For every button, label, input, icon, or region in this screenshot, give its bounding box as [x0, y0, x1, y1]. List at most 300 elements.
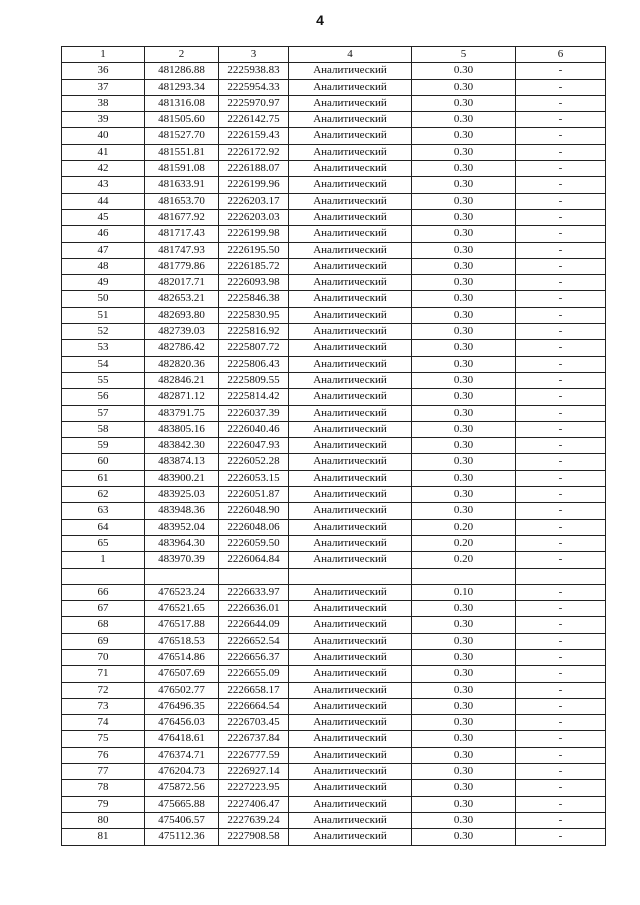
x-coordinate-cell: 483900.21	[145, 470, 219, 486]
accuracy-cell: 0.30	[412, 209, 516, 225]
x-coordinate-cell: 476496.35	[145, 698, 219, 714]
accuracy-cell: 0.30	[412, 63, 516, 79]
point-number-cell: 77	[62, 764, 145, 780]
accuracy-cell: 0.20	[412, 535, 516, 551]
accuracy-cell: 0.30	[412, 226, 516, 242]
x-coordinate-cell: 482871.12	[145, 389, 219, 405]
note-cell: -	[516, 193, 606, 209]
x-coordinate-cell: 483948.36	[145, 503, 219, 519]
note-cell: -	[516, 470, 606, 486]
table-row	[62, 796, 606, 812]
method-cell: Аналитический	[289, 584, 412, 600]
table-row	[62, 405, 606, 421]
x-coordinate-cell: 483970.39	[145, 552, 219, 568]
y-coordinate-cell: 2226203.17	[219, 193, 289, 209]
accuracy-cell: 0.30	[412, 79, 516, 95]
table-row	[62, 275, 606, 291]
accuracy-cell: 0.20	[412, 552, 516, 568]
method-cell: Аналитический	[289, 780, 412, 796]
accuracy-cell: 0.20	[412, 519, 516, 535]
point-number-cell: 72	[62, 682, 145, 698]
y-coordinate-cell: 2225814.42	[219, 389, 289, 405]
note-cell: -	[516, 829, 606, 845]
header-col-2: 2	[145, 47, 219, 63]
y-coordinate-cell	[219, 568, 289, 584]
method-cell: Аналитический	[289, 209, 412, 225]
point-number-cell: 45	[62, 209, 145, 225]
table-row	[62, 470, 606, 486]
point-number-cell: 42	[62, 161, 145, 177]
header-col-1: 1	[62, 47, 145, 63]
x-coordinate-cell: 476418.61	[145, 731, 219, 747]
accuracy-cell: 0.30	[412, 258, 516, 274]
note-cell: -	[516, 324, 606, 340]
note-cell: -	[516, 95, 606, 111]
note-cell: -	[516, 747, 606, 763]
x-coordinate-cell: 476518.53	[145, 633, 219, 649]
point-number-cell: 58	[62, 421, 145, 437]
accuracy-cell: 0.30	[412, 438, 516, 454]
x-coordinate-cell: 481293.34	[145, 79, 219, 95]
table-row	[62, 535, 606, 551]
note-cell: -	[516, 405, 606, 421]
note-cell: -	[516, 601, 606, 617]
x-coordinate-cell: 482017.71	[145, 275, 219, 291]
method-cell: Аналитический	[289, 193, 412, 209]
y-coordinate-cell: 2227223.95	[219, 780, 289, 796]
y-coordinate-cell: 2226040.46	[219, 421, 289, 437]
method-cell: Аналитический	[289, 112, 412, 128]
accuracy-cell: 0.30	[412, 128, 516, 144]
method-cell: Аналитический	[289, 682, 412, 698]
page-number: 4	[316, 12, 324, 28]
point-number-cell: 54	[62, 356, 145, 372]
method-cell: Аналитический	[289, 764, 412, 780]
note-cell: -	[516, 144, 606, 160]
accuracy-cell: 0.30	[412, 242, 516, 258]
header-col-4: 4	[289, 47, 412, 63]
x-coordinate-cell: 475406.57	[145, 812, 219, 828]
point-number-cell: 70	[62, 649, 145, 665]
y-coordinate-cell: 2226636.01	[219, 601, 289, 617]
point-number-cell: 68	[62, 617, 145, 633]
accuracy-cell: 0.30	[412, 666, 516, 682]
table-row	[62, 324, 606, 340]
note-cell: -	[516, 698, 606, 714]
x-coordinate-cell: 482846.21	[145, 372, 219, 388]
method-cell: Аналитический	[289, 79, 412, 95]
x-coordinate-cell: 482820.36	[145, 356, 219, 372]
point-number-cell: 73	[62, 698, 145, 714]
point-number-cell: 57	[62, 405, 145, 421]
x-coordinate-cell: 476514.86	[145, 649, 219, 665]
point-number-cell: 71	[62, 666, 145, 682]
table-row	[62, 291, 606, 307]
accuracy-cell: 0.30	[412, 112, 516, 128]
accuracy-cell: 0.30	[412, 601, 516, 617]
table-row	[62, 633, 606, 649]
method-cell: Аналитический	[289, 829, 412, 845]
table-row	[62, 568, 606, 584]
point-number-cell: 43	[62, 177, 145, 193]
point-number-cell: 39	[62, 112, 145, 128]
note-cell: -	[516, 780, 606, 796]
method-cell: Аналитический	[289, 258, 412, 274]
y-coordinate-cell: 2225846.38	[219, 291, 289, 307]
note-cell: -	[516, 454, 606, 470]
y-coordinate-cell: 2226199.96	[219, 177, 289, 193]
x-coordinate-cell: 481591.08	[145, 161, 219, 177]
x-coordinate-cell: 481316.08	[145, 95, 219, 111]
y-coordinate-cell: 2227908.58	[219, 829, 289, 845]
table-row	[62, 209, 606, 225]
y-coordinate-cell: 2226737.84	[219, 731, 289, 747]
table-row	[62, 812, 606, 828]
table-row	[62, 307, 606, 323]
accuracy-cell: 0.30	[412, 747, 516, 763]
y-coordinate-cell: 2225809.55	[219, 372, 289, 388]
note-cell: -	[516, 438, 606, 454]
accuracy-cell: 0.30	[412, 764, 516, 780]
x-coordinate-cell: 483952.04	[145, 519, 219, 535]
y-coordinate-cell: 2226048.90	[219, 503, 289, 519]
note-cell: -	[516, 307, 606, 323]
note-cell: -	[516, 812, 606, 828]
table-row	[62, 421, 606, 437]
point-number-cell: 55	[62, 372, 145, 388]
x-coordinate-cell: 482786.42	[145, 340, 219, 356]
table-row	[62, 144, 606, 160]
header-col-6: 6	[516, 47, 606, 63]
table-row	[62, 487, 606, 503]
x-coordinate-cell: 483791.75	[145, 405, 219, 421]
table-row	[62, 649, 606, 665]
accuracy-cell: 0.30	[412, 193, 516, 209]
method-cell: Аналитический	[289, 519, 412, 535]
note-cell: -	[516, 584, 606, 600]
method-cell: Аналитический	[289, 421, 412, 437]
method-cell: Аналитический	[289, 535, 412, 551]
method-cell: Аналитический	[289, 470, 412, 486]
y-coordinate-cell: 2226664.54	[219, 698, 289, 714]
table-row	[62, 372, 606, 388]
note-cell: -	[516, 552, 606, 568]
note-cell: -	[516, 796, 606, 812]
table-row	[62, 584, 606, 600]
accuracy-cell: 0.30	[412, 796, 516, 812]
y-coordinate-cell: 2227639.24	[219, 812, 289, 828]
method-cell: Аналитический	[289, 128, 412, 144]
x-coordinate-cell: 481633.91	[145, 177, 219, 193]
note-cell: -	[516, 715, 606, 731]
accuracy-cell: 0.30	[412, 421, 516, 437]
y-coordinate-cell: 2226059.50	[219, 535, 289, 551]
point-number-cell: 46	[62, 226, 145, 242]
point-number-cell	[62, 568, 145, 584]
point-number-cell: 63	[62, 503, 145, 519]
table-row	[62, 454, 606, 470]
table-row	[62, 780, 606, 796]
point-number-cell: 80	[62, 812, 145, 828]
x-coordinate-cell: 476502.77	[145, 682, 219, 698]
y-coordinate-cell: 2227406.47	[219, 796, 289, 812]
method-cell: Аналитический	[289, 617, 412, 633]
x-coordinate-cell: 481653.70	[145, 193, 219, 209]
note-cell: -	[516, 731, 606, 747]
table-row	[62, 161, 606, 177]
accuracy-cell: 0.30	[412, 633, 516, 649]
x-coordinate-cell: 483805.16	[145, 421, 219, 437]
note-cell: -	[516, 666, 606, 682]
note-cell: -	[516, 226, 606, 242]
note-cell: -	[516, 633, 606, 649]
accuracy-cell	[412, 568, 516, 584]
method-cell: Аналитический	[289, 63, 412, 79]
table-row	[62, 177, 606, 193]
table-row	[62, 79, 606, 95]
table-row	[62, 731, 606, 747]
header-col-3: 3	[219, 47, 289, 63]
y-coordinate-cell: 2226093.98	[219, 275, 289, 291]
y-coordinate-cell: 2225830.95	[219, 307, 289, 323]
x-coordinate-cell: 482739.03	[145, 324, 219, 340]
method-cell: Аналитический	[289, 633, 412, 649]
y-coordinate-cell: 2226048.06	[219, 519, 289, 535]
header-row	[62, 47, 606, 63]
method-cell: Аналитический	[289, 161, 412, 177]
x-coordinate-cell: 476204.73	[145, 764, 219, 780]
method-cell: Аналитический	[289, 454, 412, 470]
y-coordinate-cell: 2226037.39	[219, 405, 289, 421]
note-cell: -	[516, 356, 606, 372]
method-cell: Аналитический	[289, 275, 412, 291]
method-cell: Аналитический	[289, 242, 412, 258]
note-cell: -	[516, 487, 606, 503]
method-cell: Аналитический	[289, 796, 412, 812]
x-coordinate-cell: 483874.13	[145, 454, 219, 470]
method-cell: Аналитический	[289, 649, 412, 665]
point-number-cell: 59	[62, 438, 145, 454]
point-number-cell: 36	[62, 63, 145, 79]
table-row	[62, 242, 606, 258]
accuracy-cell: 0.30	[412, 731, 516, 747]
point-number-cell: 56	[62, 389, 145, 405]
accuracy-cell: 0.30	[412, 470, 516, 486]
note-cell: -	[516, 764, 606, 780]
method-cell: Аналитический	[289, 291, 412, 307]
point-number-cell: 51	[62, 307, 145, 323]
y-coordinate-cell: 2225970.97	[219, 95, 289, 111]
table-row	[62, 715, 606, 731]
y-coordinate-cell: 2225938.83	[219, 63, 289, 79]
method-cell: Аналитический	[289, 666, 412, 682]
accuracy-cell: 0.30	[412, 487, 516, 503]
accuracy-cell: 0.30	[412, 340, 516, 356]
x-coordinate-cell: 476523.24	[145, 584, 219, 600]
method-cell: Аналитический	[289, 340, 412, 356]
table-row	[62, 764, 606, 780]
note-cell: -	[516, 275, 606, 291]
point-number-cell: 61	[62, 470, 145, 486]
table-row	[62, 95, 606, 111]
note-cell: -	[516, 291, 606, 307]
accuracy-cell: 0.30	[412, 144, 516, 160]
y-coordinate-cell: 2225954.33	[219, 79, 289, 95]
point-number-cell: 67	[62, 601, 145, 617]
method-cell: Аналитический	[289, 731, 412, 747]
y-coordinate-cell: 2226199.98	[219, 226, 289, 242]
accuracy-cell: 0.30	[412, 698, 516, 714]
point-number-cell: 1	[62, 552, 145, 568]
accuracy-cell: 0.30	[412, 275, 516, 291]
note-cell: -	[516, 535, 606, 551]
y-coordinate-cell: 2225807.72	[219, 340, 289, 356]
point-number-cell: 44	[62, 193, 145, 209]
y-coordinate-cell: 2226703.45	[219, 715, 289, 731]
point-number-cell: 74	[62, 715, 145, 731]
y-coordinate-cell: 2226652.54	[219, 633, 289, 649]
method-cell	[289, 568, 412, 584]
point-number-cell: 48	[62, 258, 145, 274]
accuracy-cell: 0.10	[412, 584, 516, 600]
x-coordinate-cell: 475112.36	[145, 829, 219, 845]
x-coordinate-cell: 482693.80	[145, 307, 219, 323]
x-coordinate-cell: 481505.60	[145, 112, 219, 128]
x-coordinate-cell: 475872.56	[145, 780, 219, 796]
method-cell: Аналитический	[289, 438, 412, 454]
y-coordinate-cell: 2226188.07	[219, 161, 289, 177]
point-number-cell: 79	[62, 796, 145, 812]
accuracy-cell: 0.30	[412, 682, 516, 698]
method-cell: Аналитический	[289, 747, 412, 763]
method-cell: Аналитический	[289, 405, 412, 421]
point-number-cell: 64	[62, 519, 145, 535]
x-coordinate-cell: 476507.69	[145, 666, 219, 682]
accuracy-cell: 0.30	[412, 812, 516, 828]
y-coordinate-cell: 2226159.43	[219, 128, 289, 144]
table-row	[62, 356, 606, 372]
y-coordinate-cell: 2226203.03	[219, 209, 289, 225]
point-number-cell: 78	[62, 780, 145, 796]
accuracy-cell: 0.30	[412, 454, 516, 470]
table-row	[62, 112, 606, 128]
x-coordinate-cell: 483925.03	[145, 487, 219, 503]
method-cell: Аналитический	[289, 95, 412, 111]
note-cell: -	[516, 503, 606, 519]
method-cell: Аналитический	[289, 307, 412, 323]
table-row	[62, 63, 606, 79]
note-cell: -	[516, 372, 606, 388]
x-coordinate-cell: 481747.93	[145, 242, 219, 258]
point-number-cell: 76	[62, 747, 145, 763]
accuracy-cell: 0.30	[412, 95, 516, 111]
point-number-cell: 66	[62, 584, 145, 600]
y-coordinate-cell: 2226185.72	[219, 258, 289, 274]
accuracy-cell: 0.30	[412, 324, 516, 340]
accuracy-cell: 0.30	[412, 617, 516, 633]
point-number-cell: 53	[62, 340, 145, 356]
point-number-cell: 60	[62, 454, 145, 470]
table-row	[62, 519, 606, 535]
note-cell: -	[516, 128, 606, 144]
x-coordinate-cell: 481551.81	[145, 144, 219, 160]
table-row	[62, 666, 606, 682]
accuracy-cell: 0.30	[412, 389, 516, 405]
y-coordinate-cell: 2226053.15	[219, 470, 289, 486]
note-cell: -	[516, 649, 606, 665]
accuracy-cell: 0.30	[412, 829, 516, 845]
table-row	[62, 226, 606, 242]
method-cell: Аналитический	[289, 389, 412, 405]
point-number-cell: 47	[62, 242, 145, 258]
accuracy-cell: 0.30	[412, 405, 516, 421]
table-row	[62, 617, 606, 633]
method-cell: Аналитический	[289, 144, 412, 160]
y-coordinate-cell: 2226655.09	[219, 666, 289, 682]
note-cell	[516, 568, 606, 584]
method-cell: Аналитический	[289, 372, 412, 388]
accuracy-cell: 0.30	[412, 161, 516, 177]
y-coordinate-cell: 2226658.17	[219, 682, 289, 698]
y-coordinate-cell: 2226052.28	[219, 454, 289, 470]
method-cell: Аналитический	[289, 324, 412, 340]
y-coordinate-cell: 2226051.87	[219, 487, 289, 503]
x-coordinate-cell: 481527.70	[145, 128, 219, 144]
table-row	[62, 340, 606, 356]
note-cell: -	[516, 112, 606, 128]
point-number-cell: 62	[62, 487, 145, 503]
y-coordinate-cell: 2226195.50	[219, 242, 289, 258]
note-cell: -	[516, 209, 606, 225]
coordinates-table	[61, 46, 606, 846]
x-coordinate-cell: 482653.21	[145, 291, 219, 307]
method-cell: Аналитический	[289, 601, 412, 617]
point-number-cell: 65	[62, 535, 145, 551]
method-cell: Аналитический	[289, 698, 412, 714]
accuracy-cell: 0.30	[412, 372, 516, 388]
x-coordinate-cell	[145, 568, 219, 584]
table-row	[62, 258, 606, 274]
method-cell: Аналитический	[289, 552, 412, 568]
method-cell: Аналитический	[289, 177, 412, 193]
point-number-cell: 52	[62, 324, 145, 340]
table-row	[62, 698, 606, 714]
note-cell: -	[516, 682, 606, 698]
x-coordinate-cell: 481779.86	[145, 258, 219, 274]
y-coordinate-cell: 2226064.84	[219, 552, 289, 568]
point-number-cell: 38	[62, 95, 145, 111]
table-row	[62, 747, 606, 763]
y-coordinate-cell: 2226656.37	[219, 649, 289, 665]
header-col-5: 5	[412, 47, 516, 63]
note-cell: -	[516, 63, 606, 79]
table-row	[62, 193, 606, 209]
table-row	[62, 552, 606, 568]
x-coordinate-cell: 481717.43	[145, 226, 219, 242]
note-cell: -	[516, 161, 606, 177]
note-cell: -	[516, 389, 606, 405]
y-coordinate-cell: 2226927.14	[219, 764, 289, 780]
table-row	[62, 128, 606, 144]
note-cell: -	[516, 519, 606, 535]
method-cell: Аналитический	[289, 356, 412, 372]
method-cell: Аналитический	[289, 487, 412, 503]
y-coordinate-cell: 2226142.75	[219, 112, 289, 128]
table-body	[62, 63, 606, 845]
method-cell: Аналитический	[289, 503, 412, 519]
accuracy-cell: 0.30	[412, 291, 516, 307]
y-coordinate-cell: 2226644.09	[219, 617, 289, 633]
